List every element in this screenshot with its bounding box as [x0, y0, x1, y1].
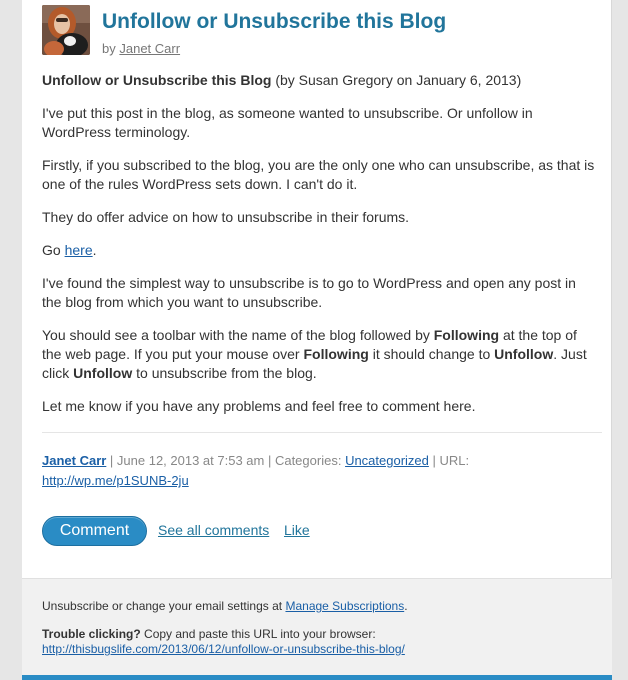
intro-title: Unfollow or Unsubscribe this Blog: [42, 72, 272, 88]
post-title-link[interactable]: Unfollow or Unsubscribe this Blog: [102, 10, 447, 33]
go-prefix: Go: [42, 242, 65, 258]
full-url-link[interactable]: http://thisbugslife.com/2013/06/12/unfollow-or-unsubscribe-this-blog/: [42, 642, 405, 656]
avatar-image: [42, 5, 90, 55]
manage-subscriptions-link[interactable]: Manage Subscriptions: [285, 599, 405, 613]
paragraph: I've put this post in the blog, as someone wanted to unsubscribe. Or unfollow in WordPress terminology.: [42, 105, 533, 140]
paragraph: They do offer advice on how to unsubscribe in their forums.: [42, 209, 410, 225]
paragraph: Let me know if you have any problems and feel free to comment here.: [42, 398, 476, 414]
bottom-accent-bar: [22, 675, 612, 680]
text-run: You should see a toolbar with the name of the blog followed by: [42, 327, 434, 343]
meta-url-label: | URL:: [428, 453, 470, 468]
manage-suffix: .: [404, 599, 408, 613]
go-suffix: .: [92, 242, 97, 258]
paragraph: Firstly, if you subscribed to the blog, you are the only one who can unsubscribe, as that is one of the rules WordPress sets down. I can't do it.: [42, 157, 595, 192]
post-meta: [42, 451, 602, 491]
meta-author-link[interactable]: Janet Carr: [42, 453, 107, 468]
trouble-line: [42, 627, 602, 642]
comment-button[interactable]: Comment: [42, 516, 147, 546]
post-content: [42, 71, 598, 430]
byline-author-link[interactable]: Janet Carr: [119, 41, 181, 56]
text-run: at the top of the web page. If you put your mouse over: [42, 327, 577, 362]
see-all-comments-link[interactable]: See all comments: [158, 522, 270, 538]
text-run: it should change to: [368, 346, 495, 362]
like-link[interactable]: Like: [284, 522, 310, 538]
paragraph-intro: [42, 71, 598, 90]
paragraph-go-here: [42, 241, 598, 260]
trouble-text: Copy and paste this URL into your browser:: [140, 627, 376, 641]
trouble-label: Trouble clicking?: [42, 627, 141, 641]
meta-date: | June 12, 2013 at 7:53 am | Categories:: [106, 453, 346, 468]
paragraph: I've found the simplest way to unsubscribe is to go to WordPress and open any post in the blog from which you want to unsubscribe.: [42, 275, 576, 310]
bold-following: Following: [433, 327, 500, 343]
footer-text: [42, 599, 602, 657]
divider: [42, 432, 602, 433]
avatar[interactable]: [42, 5, 90, 55]
post-header: [42, 5, 582, 57]
manage-line: [42, 599, 602, 614]
paragraph-toolbar-instructions: [42, 326, 598, 383]
manage-prefix: Unsubscribe or change your email settings at: [42, 599, 286, 613]
category-link[interactable]: Uncategorized: [345, 453, 429, 468]
email-footer: [22, 578, 612, 680]
shortlink[interactable]: http://wp.me/p1SUNB-2ju: [42, 473, 189, 488]
intro-attribution: (by Susan Gregory on January 6, 2013): [271, 72, 522, 88]
bold-unfollow: Unfollow: [73, 365, 133, 381]
text-run: . Just click: [42, 346, 587, 381]
bold-following: Following: [303, 346, 369, 362]
text-run: to unsubscribe from the blog.: [132, 365, 317, 381]
by-prefix: by: [102, 41, 116, 56]
here-link[interactable]: here: [64, 242, 93, 258]
post-actions: [42, 516, 602, 546]
byline: [102, 41, 180, 56]
bold-unfollow: Unfollow: [494, 346, 554, 362]
email-card: [22, 0, 612, 680]
